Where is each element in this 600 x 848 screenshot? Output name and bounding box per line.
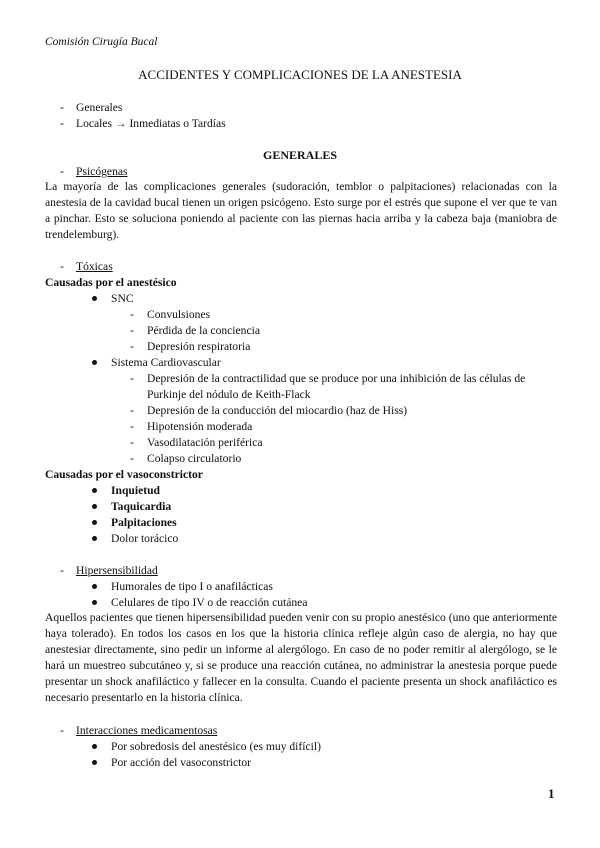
list-item: Generales — [76, 101, 123, 114]
subheading-toxicas: Tóxicas — [76, 260, 113, 273]
list-item: Depresión de la conducción del miocardio (haz de Hiss) — [147, 404, 408, 417]
dash-marker: - — [60, 165, 64, 178]
subheading-interacciones: Interacciones medicamentosas — [76, 724, 218, 737]
bullet-marker — [92, 488, 97, 493]
dash-marker: - — [60, 564, 64, 577]
list-item: Depresión respiratoria — [147, 340, 251, 353]
list-item: Dolor torácico — [111, 532, 179, 545]
list-item-continuation: Purkinje del nódulo de Keith-Flack — [147, 388, 311, 401]
page-title: ACCIDENTES Y COMPLICACIONES DE LA ANESTESIA — [138, 67, 462, 82]
list-item: Convulsiones — [147, 308, 211, 321]
bullet-marker — [92, 584, 97, 589]
dash-marker: - — [130, 452, 134, 465]
list-item: Locales → Inmediatas o Tardías — [76, 117, 226, 130]
dash-marker: - — [130, 324, 134, 337]
dash-marker: - — [60, 117, 64, 130]
subheading-hipersensibilidad: Hipersensibilidad — [76, 564, 158, 577]
list-item-snc: SNC — [111, 292, 134, 305]
dash-marker: - — [130, 436, 134, 449]
bullet-marker — [92, 504, 97, 509]
section-heading-generales: GENERALES — [262, 148, 338, 162]
bullet-marker — [92, 520, 97, 525]
dash-marker: - — [60, 724, 64, 737]
list-item: Vasodilatación periférica — [147, 436, 263, 449]
bullet-marker — [92, 296, 97, 301]
list-item: Taquicardia — [111, 500, 172, 513]
list-item: Palpitaciones — [111, 516, 177, 529]
bullet-marker — [92, 600, 97, 605]
list-item: Celulares de tipo IV o de reacción cutánea — [111, 596, 308, 609]
list-item: Depresión de la contractilidad que se produce por una inhibición de las células de — [147, 372, 526, 385]
list-item: Inquietud — [111, 484, 160, 497]
page-number: 1 — [548, 786, 555, 801]
dash-marker: - — [60, 260, 64, 273]
bullet-marker — [92, 760, 97, 765]
dash-marker: - — [130, 404, 134, 417]
heading-causadas-vasoconstrictor: Causadas por el vasoconstrictor — [45, 468, 203, 481]
dash-marker: - — [130, 372, 134, 385]
subheading-psicogenas: Psicógenas — [76, 165, 128, 178]
list-item: Por acción del vasoconstrictor — [111, 756, 252, 769]
list-item: Colapso circulatorio — [147, 452, 242, 465]
bullet-marker — [92, 744, 97, 749]
list-item: Pérdida de la conciencia — [147, 324, 260, 337]
dash-marker: - — [60, 101, 64, 114]
bullet-marker — [92, 536, 97, 541]
list-item-cardiovascular: Sistema Cardiovascular — [111, 356, 221, 369]
list-item: Por sobredosis del anestésico (es muy difícil) — [111, 740, 321, 753]
dash-marker: - — [130, 340, 134, 353]
list-item: Humorales de tipo I o anafilácticas — [111, 580, 273, 593]
paragraph-psicogenas: La mayoría de las complicaciones generales (sudoración, temblor o palpitaciones) relacionadas con la anestesia de la cavidad bucal tienen un origen psicógeno. Esto surge por el estrés que supone el ver que te van a pinchar. Esto se soluciona poniendo al paciente con las piernas hacia arriba y la cabeza baja (maniobra de trendelemburg). — [45, 180, 557, 241]
paragraph-hipersensibilidad: Aquellos pacientes que tienen hipersensibilidad pueden venir con su propio anestésico (uno que anteriormente haya tolerado). En todos los casos en los que la historia clínica refleje algún caso de alergia, no hay que anestesiar directamente, sino pedir un informe al alergólogo. En caso de no poder remitir al alergólogo, se le hará un muestreo subcutáneo y, si se produce una reacción cutánea, no administrar la anestesia porque puede presentar un shock anafiláctico y fallecer en la consulta. Cuando el paciente presenta un shock anafiláctico es necesario presentarlo en la historia clínica. — [45, 611, 557, 704]
heading-causadas-anestesico: Causadas por el anestésico — [45, 276, 177, 289]
bullet-marker — [92, 360, 97, 365]
running-header: Comisión Cirugía Bucal — [45, 36, 158, 48]
dash-marker: - — [130, 308, 134, 321]
dash-marker: - — [130, 420, 134, 433]
list-item: Hipotensión moderada — [147, 420, 253, 433]
